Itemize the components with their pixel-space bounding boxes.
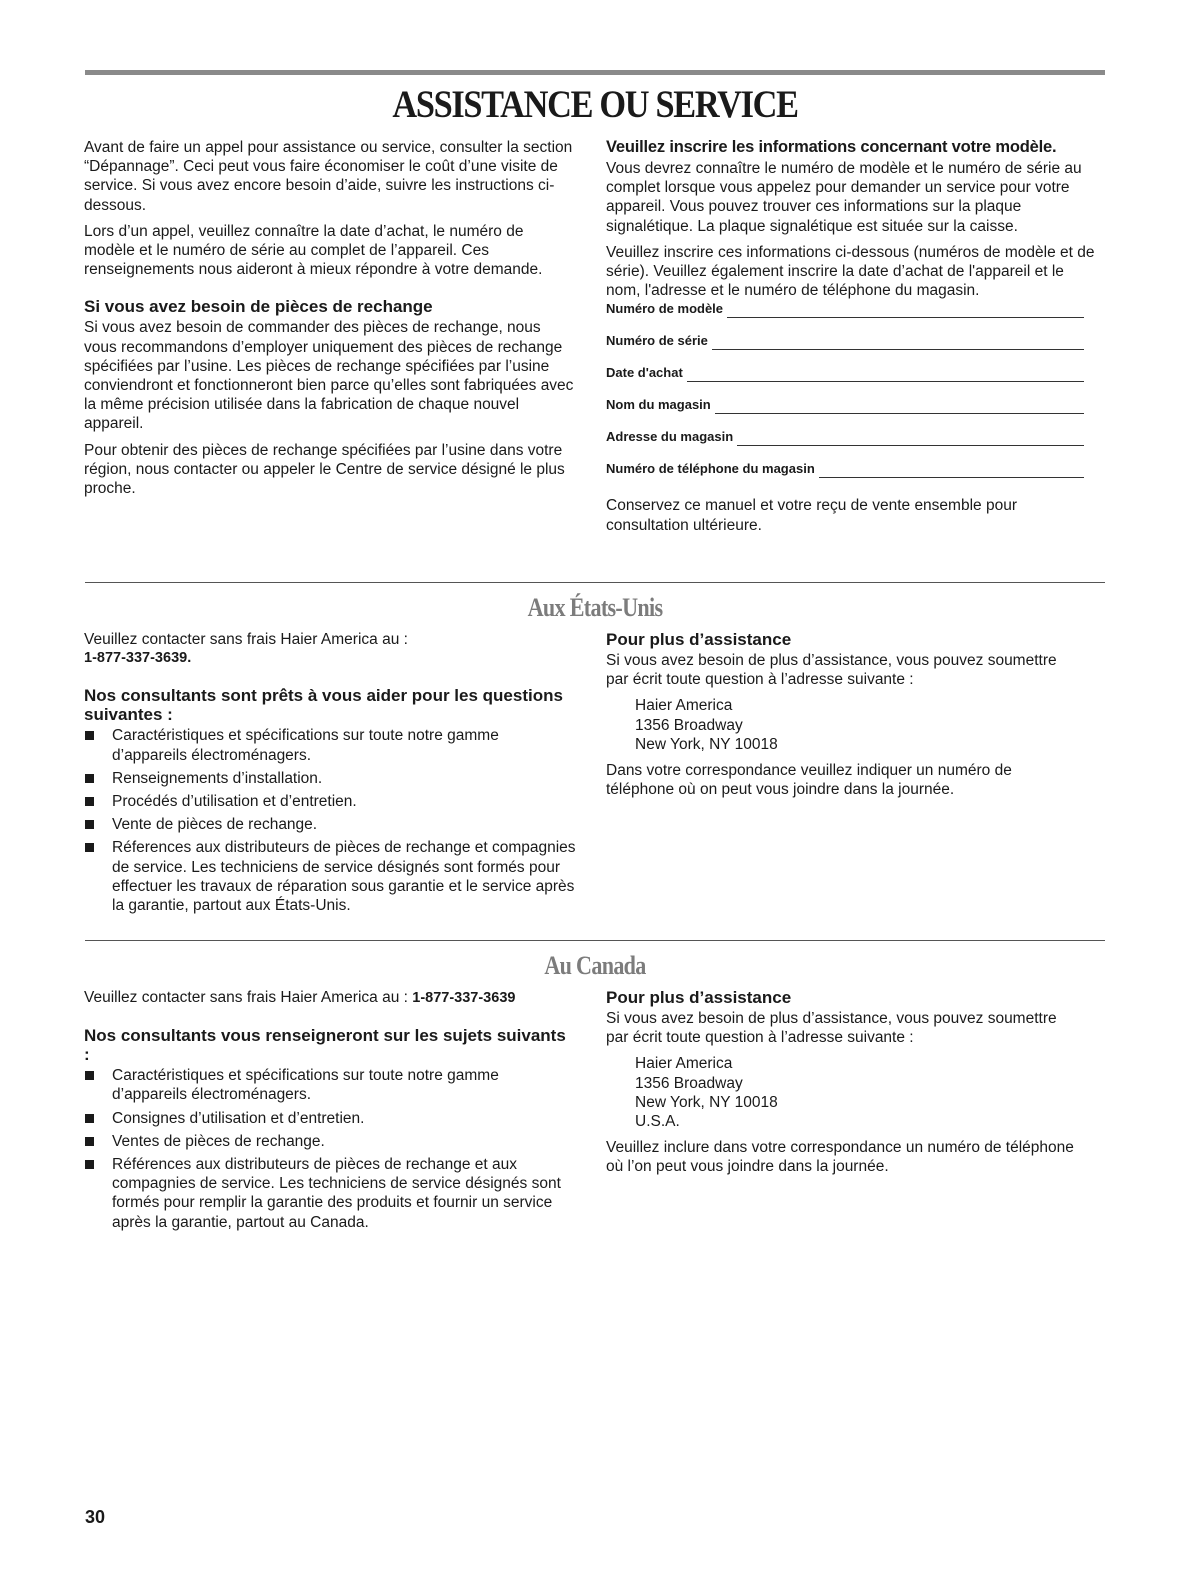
canada-right-column xyxy=(606,988,1076,1184)
list-item: Ventes de pièces de rechange. xyxy=(84,1132,576,1151)
list-item: Réferences aux distributeurs de pièces de rechange et compagnies de service. Les techniciens de service désignés sont formés pour effectuer les travaux de réparation sous garantie et le service après la garantie, partout aux États-Unis. xyxy=(84,838,576,915)
canada-contact-line xyxy=(84,988,576,1008)
canada-contact-text: Veuillez contacter sans frais Haier America au : xyxy=(84,989,408,1006)
form-field-line[interactable] xyxy=(737,431,1084,446)
form-field-label: Numéro de téléphone du magasin xyxy=(606,461,815,477)
list-item: Consignes d’utilisation et d’entretien. xyxy=(84,1109,576,1128)
form-field-label: Numéro de série xyxy=(606,333,708,349)
address-line: New York, NY 10018 xyxy=(635,1093,778,1111)
canada-closing-paragraph: Veuillez inclure dans votre correspondance un numéro de téléphone où l’on peut vous joindre dans la journée. xyxy=(606,1139,1074,1176)
list-item: Vente de pièces de rechange. xyxy=(84,815,576,834)
form-field-line[interactable] xyxy=(715,399,1084,414)
form-field-purchase-date[interactable] xyxy=(606,350,1084,382)
address-line: Haier America xyxy=(635,1055,733,1073)
canada-topics-list xyxy=(84,1066,576,1232)
canada-address-block xyxy=(606,1054,1076,1131)
usa-address-block xyxy=(606,696,1076,754)
form-field-label: Nom du magasin xyxy=(606,397,711,413)
bullet-icon xyxy=(85,1114,94,1123)
address-line: Haier America xyxy=(635,697,733,715)
usa-topics-list xyxy=(84,726,576,915)
section-divider xyxy=(85,940,1105,941)
bullet-icon xyxy=(85,1160,94,1169)
form-field-line[interactable] xyxy=(712,335,1084,350)
canada-left-column xyxy=(84,988,576,1236)
form-field-line[interactable] xyxy=(727,303,1084,318)
bullet-icon xyxy=(85,797,94,806)
address-line: U.S.A. xyxy=(635,1113,680,1131)
bullet-icon xyxy=(85,774,94,783)
form-field-line[interactable] xyxy=(687,367,1084,382)
bullet-icon xyxy=(85,843,94,852)
form-field-store-address[interactable] xyxy=(606,414,1084,446)
parts-paragraph: Si vous avez besoin de commander des pièces de rechange, nous vous recommandons d’employer uniquement des pièces de rechange spécifiées par l’usine. Les pièces de rechange spécifiées par l’usine conviendront et fonctionneront bien parce qu’elles sont fabriquées avec la même précision utilisée dans la fabrication de chaque nouvel appareil. xyxy=(84,319,574,433)
form-field-label: Date d'achat xyxy=(606,365,683,381)
page-number: 30 xyxy=(85,1507,106,1527)
address-line: New York, NY 10018 xyxy=(635,735,778,753)
parts-paragraph: Pour obtenir des pièces de rechange spécifiées par l’usine dans votre région, nous contacter ou appeler le Centre de service désigné le plus proche. xyxy=(84,441,565,498)
canada-assist-paragraph: Si vous avez besoin de plus d’assistance, vous pouvez soumettre par écrit toute question à l’adresse suivante : xyxy=(606,1010,1057,1047)
bullet-icon xyxy=(85,731,94,740)
list-item: Caractéristiques et spécifications sur toute notre gamme d’appareils électroménagers. xyxy=(84,1066,576,1104)
bullet-icon xyxy=(85,1137,94,1146)
intro-paragraph: Lors d’un appel, veuillez connaître la date d’achat, le numéro de modèle et le numéro de série au complet de l’appareil. Ces renseignements nous aideront à mieux répondre à votre demande. xyxy=(84,222,543,279)
address-line: 1356 Broadway xyxy=(635,716,743,734)
intro-paragraph: Avant de faire un appel pour assistance ou service, consulter la section “Dépannage”. Ceci peut vous faire économiser le coût d’une visite de service. Si vous avez encore besoin d’aide, suivre les instructions ci-dessous. xyxy=(84,139,573,214)
model-info-form xyxy=(606,286,1084,478)
model-info-column xyxy=(606,138,1098,542)
form-field-serial-number[interactable] xyxy=(606,318,1084,350)
canada-assist-heading: Pour plus d’assistance xyxy=(606,988,792,1007)
list-item: Renseignements d’installation. xyxy=(84,769,576,788)
canada-phone-number: 1-877-337-3639 xyxy=(412,990,516,1006)
usa-phone-number: 1-877-337-3639. xyxy=(84,650,192,667)
intro-column xyxy=(84,138,576,505)
usa-assist-paragraph: Si vous avez besoin de plus d’assistance, vous pouvez soumettre par écrit toute question à l’adresse suivante : xyxy=(606,652,1057,689)
canada-consultants-heading: Nos consultants vous renseigneront sur les sujets suivants : xyxy=(84,1026,566,1065)
usa-left-column xyxy=(84,630,576,919)
usa-contact-text: Veuillez contacter sans frais Haier America au : xyxy=(84,631,408,648)
form-field-label: Adresse du magasin xyxy=(606,429,734,445)
form-field-line[interactable] xyxy=(819,463,1084,478)
canada-section-title: Au Canada xyxy=(544,951,646,980)
top-rule xyxy=(85,70,1105,75)
section-divider xyxy=(85,582,1105,583)
usa-right-column xyxy=(606,630,1076,806)
usa-section-title: Aux États-Unis xyxy=(527,593,663,622)
model-info-paragraph: Veuillez inscrire ces informations ci-dessous (numéros de modèle et de série). Veuillez également inscrire la date d’achat de l'appareil et le nom, l'adresse et le numéro de téléphone du magasin. xyxy=(606,243,1095,300)
form-field-store-name[interactable] xyxy=(606,382,1084,414)
form-field-label: Numéro de modèle xyxy=(606,301,724,317)
usa-consultants-heading: Nos consultants sont prêts à vous aider pour les questions suivantes : xyxy=(84,686,563,725)
usa-assist-heading: Pour plus d’assistance xyxy=(606,630,792,649)
model-info-paragraph: Vous devrez connaître le numéro de modèle et le numéro de série au complet lorsque vous appelez pour demander un service pour votre appareil. Vous pouvez trouver ces informations sur la plaque signalétique. La plaque signalétique est située sur la caisse. xyxy=(606,160,1082,235)
list-item: Références aux distributeurs de pièces de rechange et aux compagnies de service. Les techniciens de service désignés sont formés pour remplir la garantie des produits et fournir un service après la garantie, partout au Canada. xyxy=(84,1155,576,1232)
parts-heading: Si vous avez besoin de pièces de rechange xyxy=(84,297,433,317)
page-title: ASSISTANCE OU SERVICE xyxy=(392,83,798,126)
list-item: Caractéristiques et spécifications sur toute notre gamme d’appareils électroménagers. xyxy=(84,726,576,764)
model-info-heading: Veuillez inscrire les informations concernant votre modèle. xyxy=(606,138,1057,156)
usa-closing-paragraph: Dans votre correspondance veuillez indiquer un numéro de téléphone où on peut vous joindre dans la journée. xyxy=(606,762,1012,799)
address-line: 1356 Broadway xyxy=(635,1074,743,1092)
model-info-footer: Conservez ce manuel et votre reçu de vente ensemble pour consultation ultérieure. xyxy=(606,497,1017,534)
bullet-icon xyxy=(85,820,94,829)
bullet-icon xyxy=(85,1071,94,1080)
form-field-store-phone[interactable] xyxy=(606,446,1084,478)
list-item: Procédés d’utilisation et d’entretien. xyxy=(84,792,576,811)
